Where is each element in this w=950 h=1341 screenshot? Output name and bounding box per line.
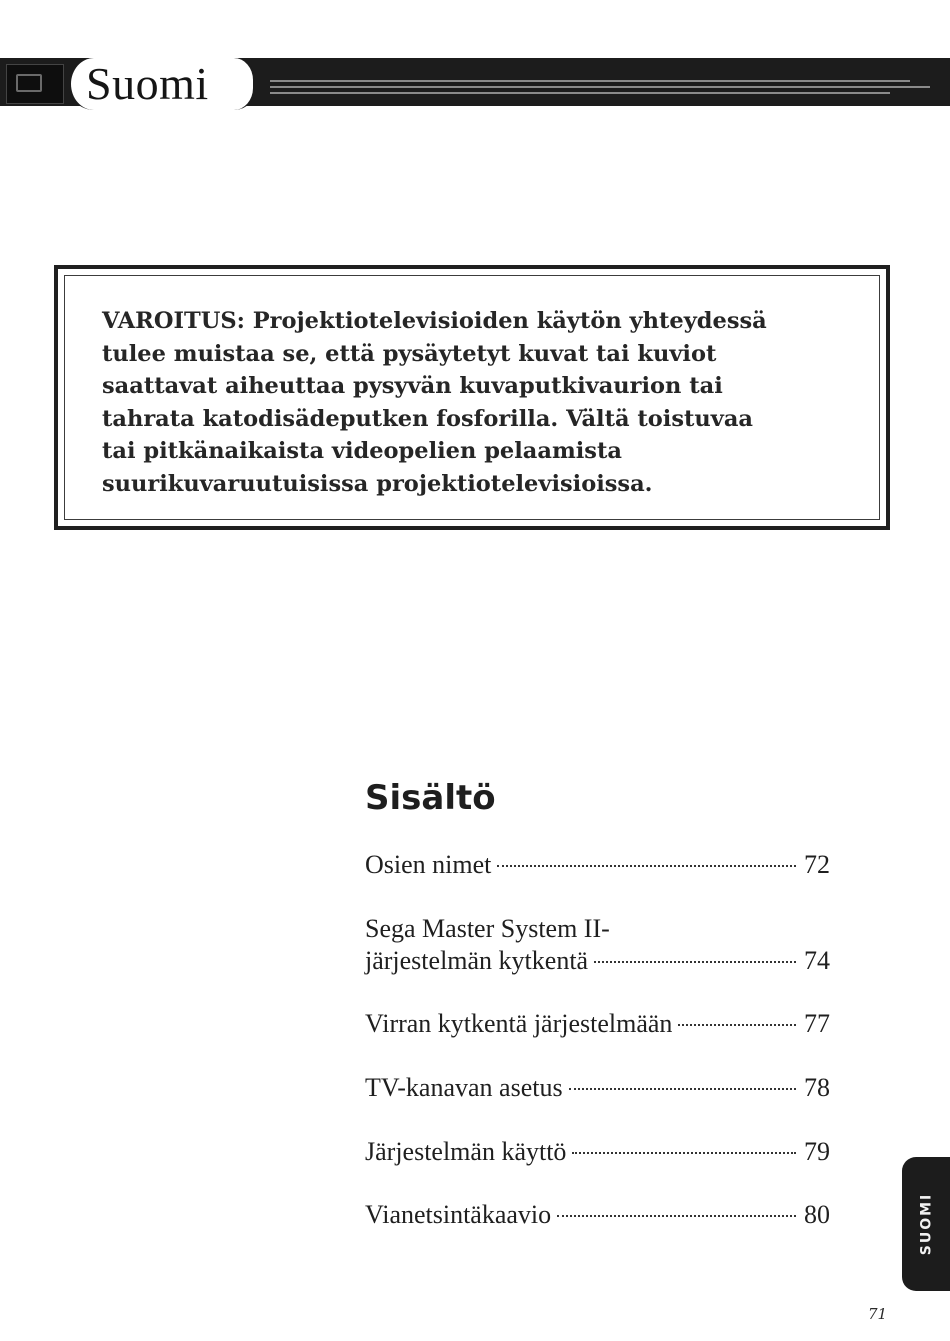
toc-entry-line <box>365 849 830 881</box>
section-title: Suomi <box>86 58 209 109</box>
header-rule-top <box>270 80 910 82</box>
toc-entry-line <box>365 1136 830 1168</box>
toc-entry-label: järjestelmän kytkentä <box>365 946 589 975</box>
toc-entry-label: Osien nimet <box>365 850 492 879</box>
toc-leader-dots <box>678 1024 796 1026</box>
toc-entry-line <box>365 945 830 977</box>
toc-entry-virran-kytkenta[interactable] <box>365 1008 830 1040</box>
toc-entry-tv-kanavan-asetus[interactable] <box>365 1072 830 1104</box>
toc-entry-label: Vianetsintäkaavio <box>365 1200 552 1229</box>
toc-leader-dots <box>497 865 796 867</box>
toc-entry-line <box>365 1199 830 1231</box>
toc-entry-jarjestelman-kaytto[interactable] <box>365 1136 830 1168</box>
toc-entry-line <box>365 1008 830 1040</box>
language-marker-icon <box>16 74 42 92</box>
warning-line: tai pitkänaikaista videopelien pelaamista <box>102 438 622 464</box>
toc-entry-label: Sega Master System II- <box>365 914 610 943</box>
warning-line: VAROITUS: Projektiotelevisioiden käytön yhteydessä <box>102 308 767 334</box>
warning-line: suurikuvaruutuisissa projektiotelevisioissa. <box>102 470 653 497</box>
toc-heading: Sisältö <box>365 778 496 818</box>
header-rule-bottom <box>270 92 890 94</box>
warning-line: saattavat aiheuttaa pysyvän kuvaputkivaurion tai <box>102 373 723 399</box>
header-rule-middle <box>270 86 930 88</box>
toc-entry-line <box>365 913 830 945</box>
toc-entry-line <box>365 1072 830 1104</box>
toc-entry-page: 74 <box>804 946 830 975</box>
toc-leader-dots <box>557 1215 796 1217</box>
toc-entry-osien-nimet[interactable] <box>365 849 830 881</box>
toc-leader-dots <box>569 1088 796 1090</box>
toc-entry-page: 79 <box>804 1137 830 1166</box>
side-language-tab-label-wrap <box>914 1170 938 1278</box>
toc-entry-page: 78 <box>804 1073 830 1102</box>
page-number: 71 <box>868 1305 888 1323</box>
side-language-tab-label: SUOMI <box>918 1192 934 1256</box>
toc-entry-label: Järjestelmän käyttö <box>365 1137 567 1166</box>
toc-entry-vianetsintakaavio[interactable] <box>365 1199 830 1231</box>
toc-entry-page: 72 <box>804 850 830 879</box>
toc-entry-kytkenta[interactable] <box>365 913 830 977</box>
warning-line: tahrata katodisädeputken fosforilla. Vältä toistuvaa <box>102 405 753 432</box>
toc-entry-label: Virran kytkentä järjestelmään <box>365 1009 673 1038</box>
warning-line: tulee muistaa se, että pysäytetyt kuvat tai kuviot <box>102 340 717 367</box>
toc-leader-dots <box>594 961 796 963</box>
toc-entry-page: 77 <box>804 1009 830 1038</box>
toc-entry-page: 80 <box>804 1200 830 1229</box>
toc-entry-label: TV-kanavan asetus <box>365 1073 563 1102</box>
warning-text <box>102 305 862 500</box>
toc-leader-dots <box>572 1152 796 1154</box>
